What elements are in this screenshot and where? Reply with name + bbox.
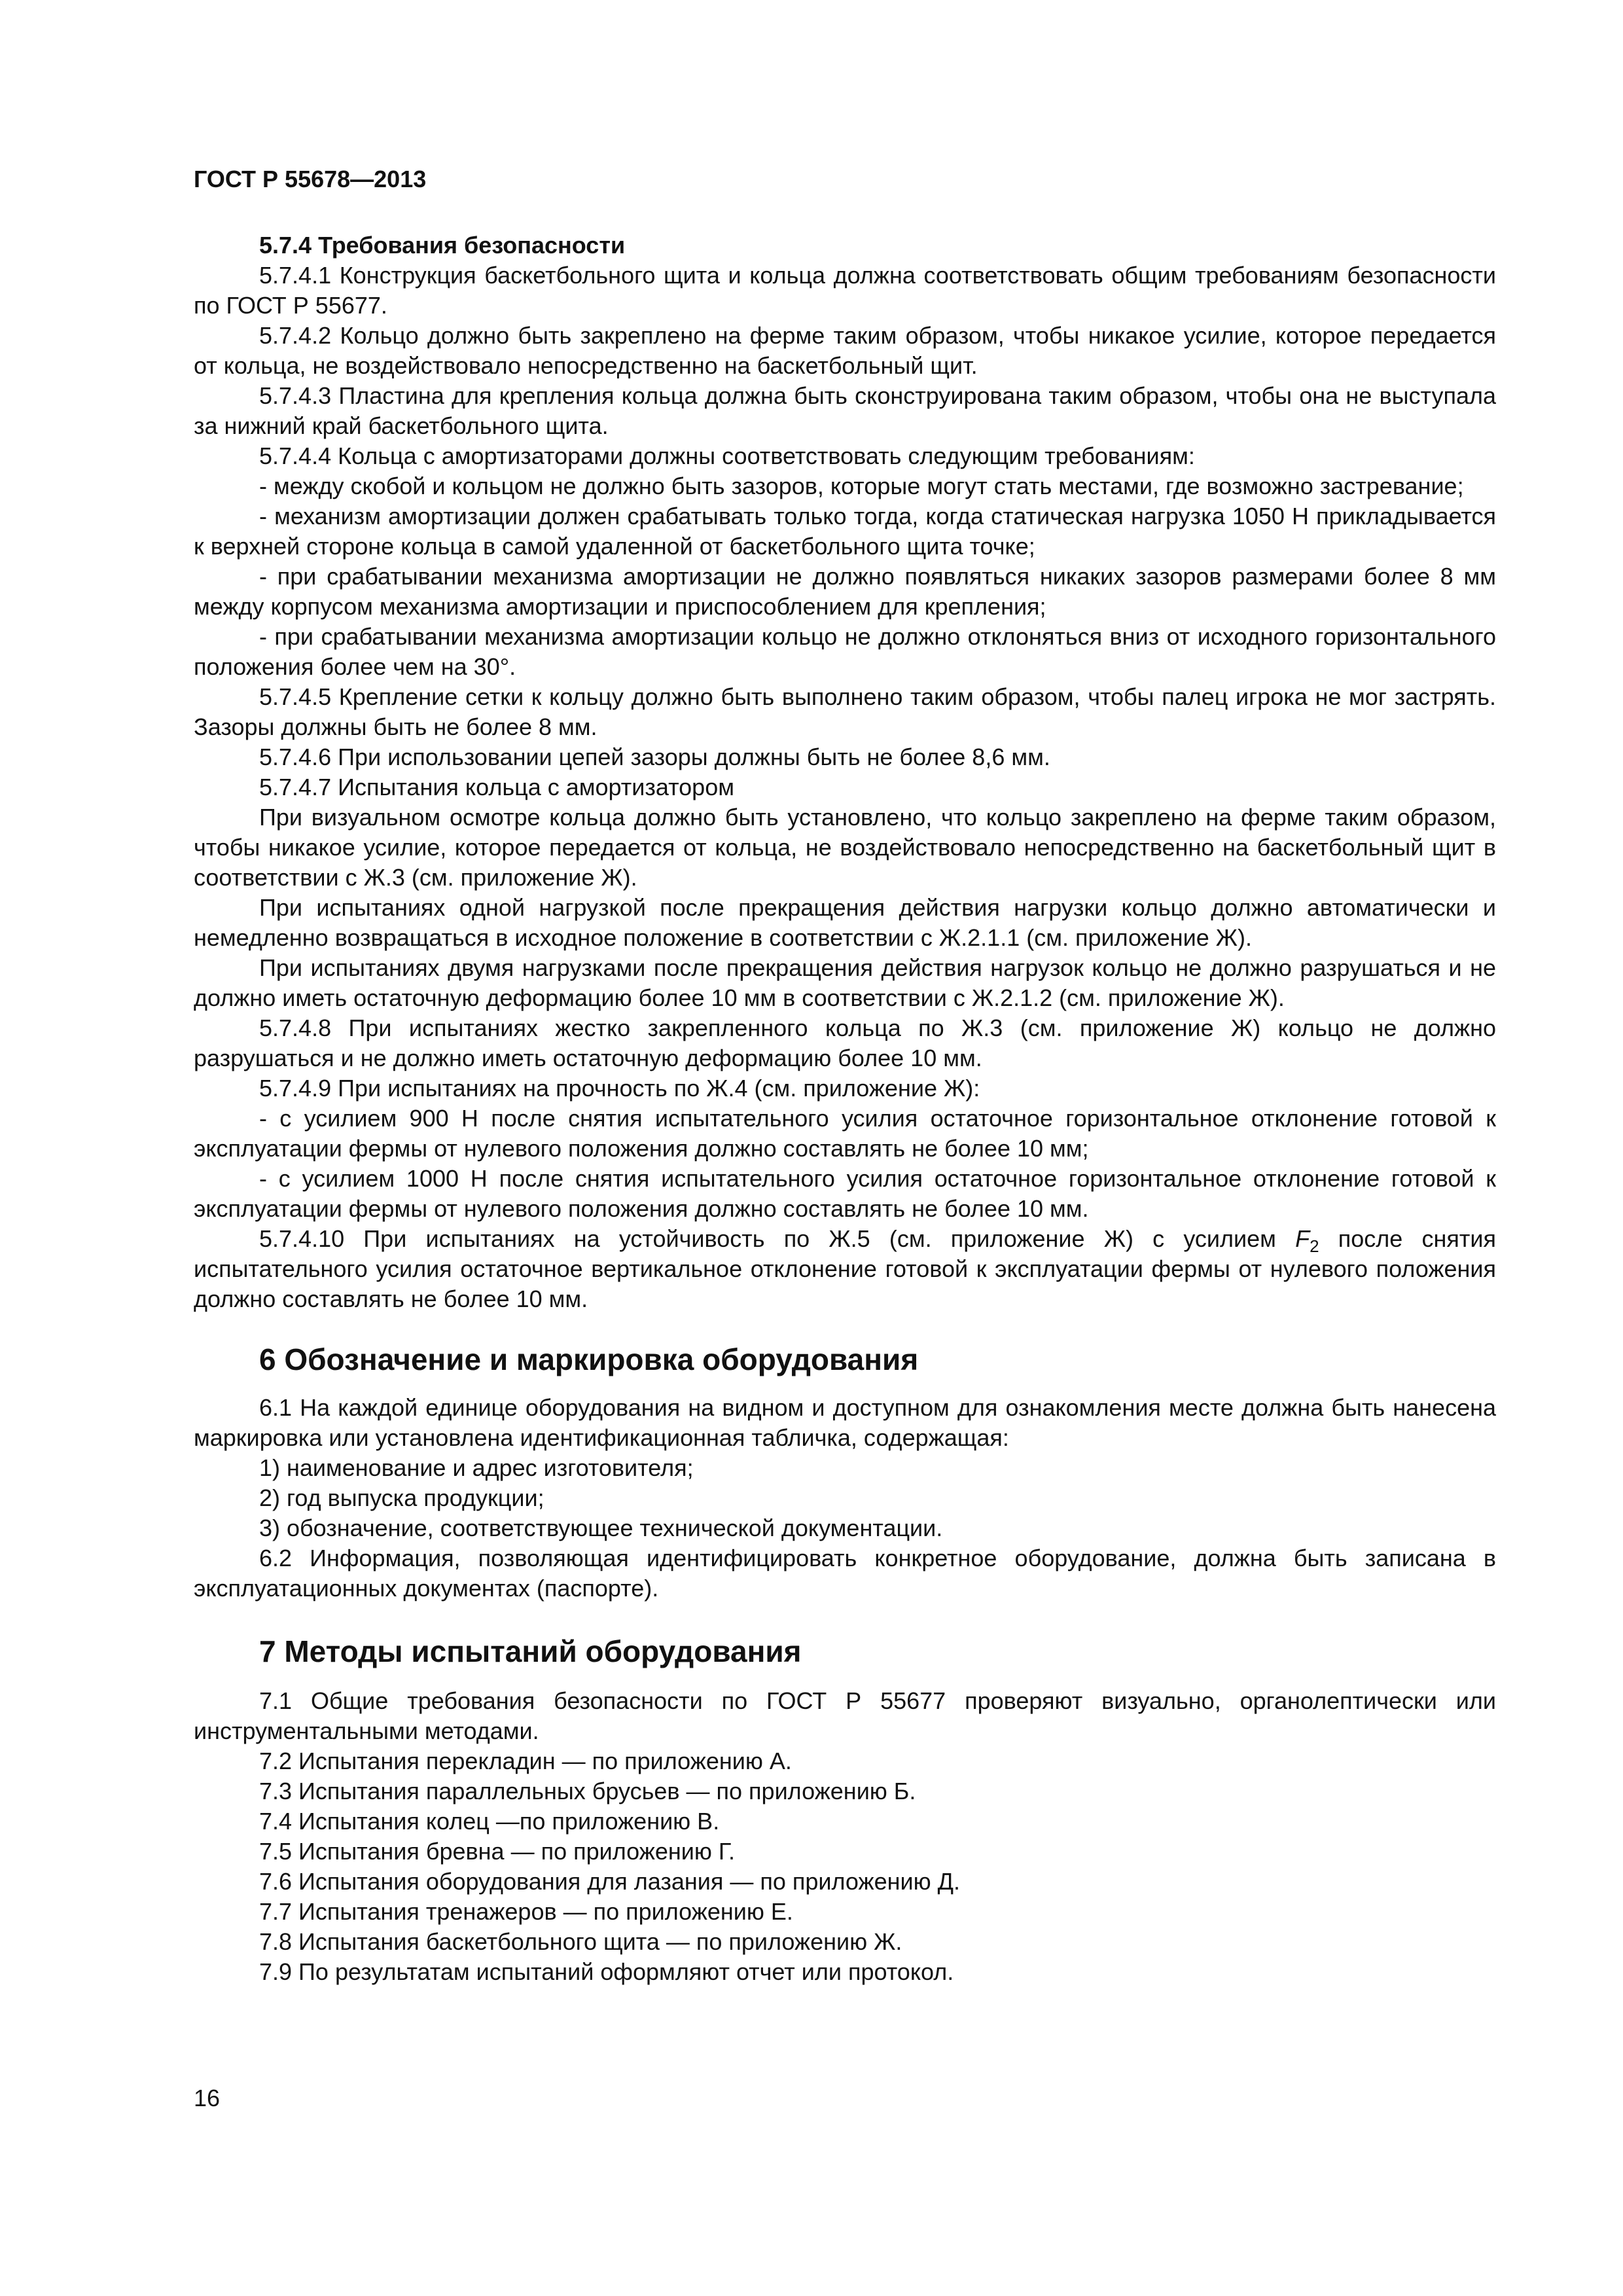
paragraph: При испытаниях двумя нагрузками после прекращения действия нагрузок кольцо не должно разрушаться и не должно иметь остаточную деформацию более 10 мм в соответствии с Ж.2.1.2 (см. приложение Ж). [194, 954, 1496, 1011]
list-item: 7.7 Испытания тренажеров — по приложению Е. [259, 1898, 793, 1925]
section-7-heading: 7 Методы испытаний оборудования [259, 1634, 802, 1668]
paragraph-5-7-4-3: 5.7.4.3 Пластина для крепления кольца должна быть сконструирована таким образом, чтобы она не выступала за нижний край баскетбольного щита. [194, 382, 1496, 439]
paragraph-text: после снятия испытательного усилия остаточное вертикальное отклонение готовой к эксплуатации фермы от нулевого положения должно составлять не более 10 мм. [194, 1225, 1496, 1312]
paragraph: При визуальном осмотре кольца должно быть установлено, что кольцо закреплено на ферме таким образом, чтобы никакое усилие, которое передается от кольца, не воздействовало непосредственно на баскетбольный щит в соответствии с Ж.3 (см. приложение Ж). [194, 804, 1496, 891]
page-content [194, 230, 1496, 1987]
list-item: 2) год выпуска продукции; [259, 1484, 544, 1511]
list-item: - при срабатывании механизма амортизации не должно появляться никаких зазоров размерами более 8 мм между корпусом механизма амортизации и приспособлением для крепления; [194, 563, 1496, 620]
list-item: - с усилием 900 Н после снятия испытательного усилия остаточное горизонтальное отклонение готовой к эксплуатации фермы от нулевого положения должно составлять не более 10 мм; [194, 1105, 1496, 1162]
list-item: 7.6 Испытания оборудования для лазания — по приложению Д. [259, 1868, 961, 1895]
section-6-heading: 6 Обозначение и маркировка оборудования [259, 1342, 919, 1376]
list-item: - с усилием 1000 Н после снятия испытательного усилия остаточное горизонтальное отклонение готовой к эксплуатации фермы от нулевого положения должно составлять не более 10 мм. [194, 1165, 1496, 1222]
list-item: - механизм амортизации должен срабатывать только тогда, когда статическая нагрузка 1050 Н прикладывается к верхней стороне кольца в самой удаленной от баскетбольного щита точке; [194, 503, 1496, 560]
list-item: 7.8 Испытания баскетбольного щита — по приложению Ж. [259, 1928, 902, 1955]
document-header: ГОСТ Р 55678—2013 [194, 166, 427, 192]
paragraph-5-7-4-2: 5.7.4.2 Кольцо должно быть закреплено на ферме таким образом, чтобы никакое усилие, которое передается от кольца, не воздействовало непосредственно на баскетбольный щит. [194, 322, 1496, 379]
paragraph-6-2: 6.2 Информация, позволяющая идентифицировать конкретное оборудование, должна быть записана в эксплуатационных документах (паспорте). [194, 1545, 1496, 1602]
list-item: 7.5 Испытания бревна — по приложению Г. [259, 1838, 735, 1865]
paragraph-5-7-4-5: 5.7.4.5 Крепление сетки к кольцу должно быть выполнено таким образом, чтобы палец игрока не мог застрять. Зазоры должны быть не более 8 мм. [194, 683, 1496, 740]
paragraph-5-7-4-7: 5.7.4.7 Испытания кольца с амортизатором [259, 774, 734, 800]
paragraph-5-7-4-6: 5.7.4.6 При использовании цепей зазоры должны быть не более 8,6 мм. [259, 744, 1050, 770]
list-item: 3) обозначение, соответствующее технической документации. [259, 1515, 943, 1541]
force-subscript: 2 [1310, 1236, 1319, 1257]
list-item: 1) наименование и адрес изготовителя; [259, 1454, 694, 1481]
paragraph-5-7-4-1: 5.7.4.1 Конструкция баскетбольного щита и кольца должна соответствовать общим требованиям безопасности по ГОСТ Р 55677. [194, 262, 1496, 319]
list-item: 7.4 Испытания колец —по приложению В. [259, 1808, 720, 1835]
list-item: 7.3 Испытания параллельных брусьев — по приложению Б. [259, 1778, 916, 1804]
paragraph-5-7-4-4: 5.7.4.4 Кольца с амортизаторами должны соответствовать следующим требованиям: [259, 442, 1195, 469]
list-item: 7.2 Испытания перекладин — по приложению А. [259, 1748, 792, 1774]
paragraph-7-1: 7.1 Общие требования безопасности по ГОСТ Р 55677 проверяют визуально, органолептически или инструментальными методами. [194, 1687, 1496, 1744]
paragraph-text: 5.7.4.10 При испытаниях на устойчивость по Ж.5 (см. приложение Ж) с усилием [259, 1225, 1276, 1252]
list-item: - между скобой и кольцом не должно быть зазоров, которые могут стать местами, где возможно застревание; [259, 473, 1464, 499]
paragraph-6-1: 6.1 На каждой единице оборудования на видном и доступном для ознакомления месте должна быть нанесена маркировка или установлена идентификационная табличка, содержащая: [194, 1394, 1496, 1451]
section-5-7-4-heading: 5.7.4 Требования безопасности [259, 232, 626, 259]
list-item: 7.9 По результатам испытаний оформляют отчет или протокол. [259, 1958, 954, 1985]
paragraph-5-7-4-8: 5.7.4.8 При испытаниях жестко закрепленного кольца по Ж.3 (см. приложение Ж) кольцо не должно разрушаться и не должно иметь остаточную деформацию более 10 мм. [194, 1014, 1496, 1071]
list-item: - при срабатывании механизма амортизации кольцо не должно отклоняться вниз от исходного горизонтального положения более чем на 30°. [194, 623, 1496, 680]
paragraph-5-7-4-10 [194, 1224, 1496, 1314]
force-symbol: F [1295, 1225, 1310, 1252]
paragraph: При испытаниях одной нагрузкой после прекращения действия нагрузки кольцо должно автоматически и немедленно возвращаться в исходное положение в соответствии с Ж.2.1.1 (см. приложение Ж). [194, 894, 1496, 951]
page-number: 16 [194, 2085, 221, 2111]
paragraph-5-7-4-9: 5.7.4.9 При испытаниях на прочность по Ж.4 (см. приложение Ж): [259, 1075, 980, 1102]
